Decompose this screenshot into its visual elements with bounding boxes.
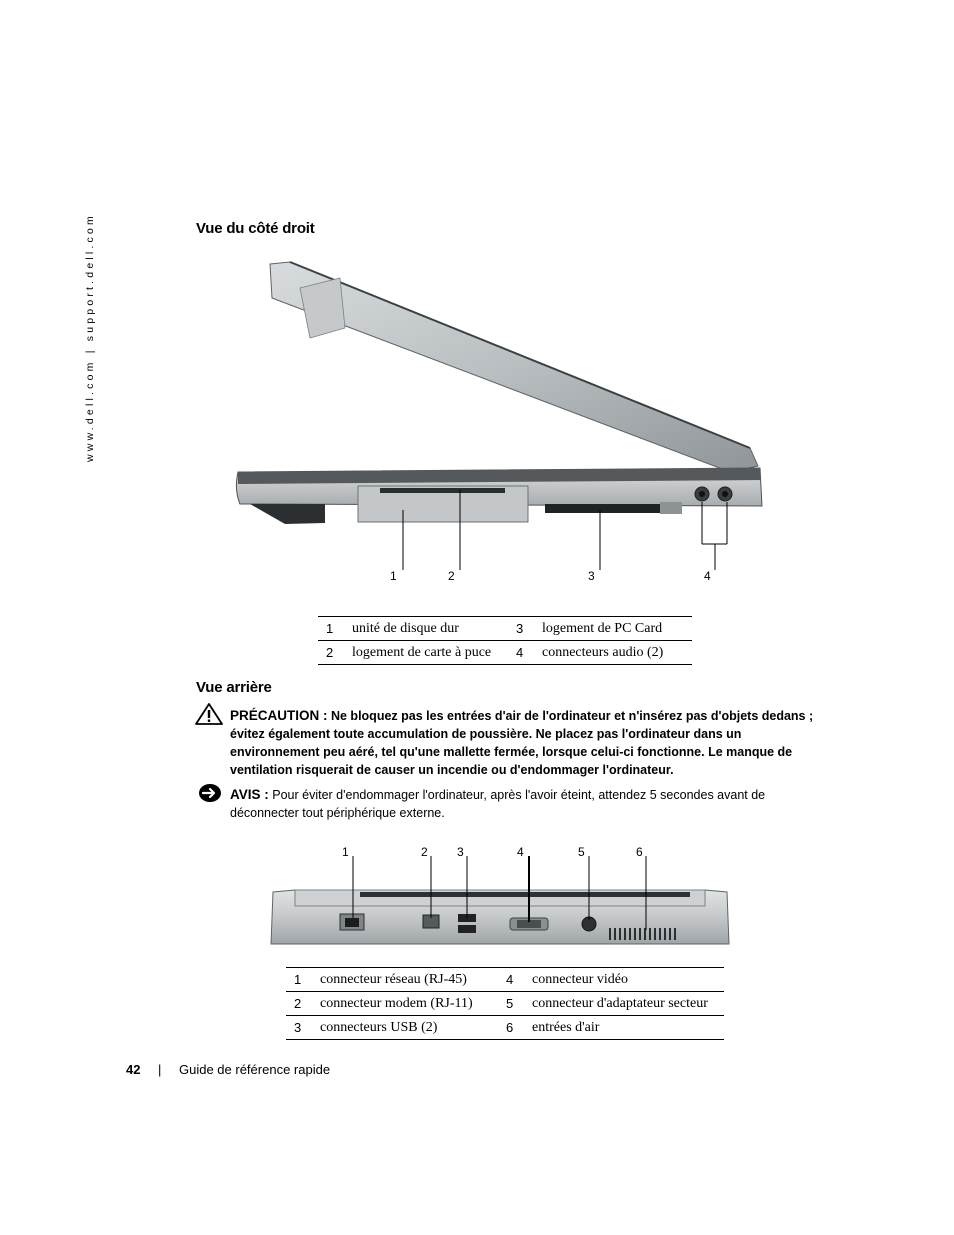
notice-note [230, 786, 820, 822]
callout-2: 2 [421, 845, 428, 859]
legend-label: unité de disque dur [346, 617, 508, 641]
legend-label: connecteur modem (RJ-11) [314, 992, 498, 1016]
callout-1: 1 [390, 569, 397, 583]
table-row [318, 641, 692, 665]
legend-number: 3 [508, 617, 536, 641]
legend-number: 2 [318, 641, 346, 665]
legend-number: 1 [318, 617, 346, 641]
callout-4: 4 [704, 569, 711, 583]
table-row [286, 1016, 724, 1040]
laptop-back-view-image [265, 852, 735, 952]
caution-text: Ne bloquez pas les entrées d'air de l'ordinateur et n'insérez pas d'objets dedans ; évitez également toute accumulation de poussière. Ne placez pas l'ordinateur dans un environnement peu aéré, tel qu'une mallette fermée, lorsque celui-ci fonctionne. Le manque de ventilation risquerait de causer un incendie ou d'endommager l'ordinateur. [230, 709, 814, 777]
laptop-right-side-image [230, 258, 770, 588]
legend-number: 2 [286, 992, 314, 1016]
legend-label: connecteur vidéo [526, 968, 724, 992]
legend-number: 3 [286, 1016, 314, 1040]
callout-4: 4 [517, 845, 524, 859]
legend-label: connecteur réseau (RJ-45) [314, 968, 498, 992]
legend-number: 4 [508, 641, 536, 665]
table-row [286, 992, 724, 1016]
table-row [318, 617, 692, 641]
callout-3: 3 [457, 845, 464, 859]
callout-1: 1 [342, 845, 349, 859]
legend-label: connecteur d'adaptateur secteur [526, 992, 724, 1016]
legend-label: connecteurs audio (2) [536, 641, 692, 665]
legend-number: 1 [286, 968, 314, 992]
legend-number: 5 [498, 992, 526, 1016]
footer-separator: | [158, 1062, 162, 1077]
footer-title: Guide de référence rapide [179, 1062, 331, 1077]
legend-label: logement de carte à puce [346, 641, 508, 665]
page-number: 42 [126, 1062, 141, 1077]
right-view-legend-table [318, 616, 692, 665]
warning-triangle-icon [195, 703, 223, 725]
callout-2: 2 [448, 569, 455, 583]
sidebar-url: www.dell.com | support.dell.com [84, 213, 96, 462]
caution-label: PRÉCAUTION : [230, 708, 328, 723]
back-view-legend-table [286, 967, 724, 1040]
callout-3: 3 [588, 569, 595, 583]
heading-right-view: Vue du côté droit [196, 220, 315, 237]
notice-text: Pour éviter d'endommager l'ordinateur, après l'avoir éteint, attendez 5 secondes avant de déconnecter tout périphérique externe. [230, 788, 766, 820]
callout-5: 5 [578, 845, 585, 859]
legend-label: logement de PC Card [536, 617, 692, 641]
legend-number: 4 [498, 968, 526, 992]
legend-label: entrées d'air [526, 1016, 724, 1040]
legend-number: 6 [498, 1016, 526, 1040]
caution-note [230, 707, 820, 779]
table-row [286, 968, 724, 992]
notice-stop-icon [198, 783, 222, 803]
heading-back-view: Vue arrière [196, 679, 272, 696]
legend-label: connecteurs USB (2) [314, 1016, 498, 1040]
notice-label: AVIS : [230, 787, 269, 802]
callout-6: 6 [636, 845, 643, 859]
